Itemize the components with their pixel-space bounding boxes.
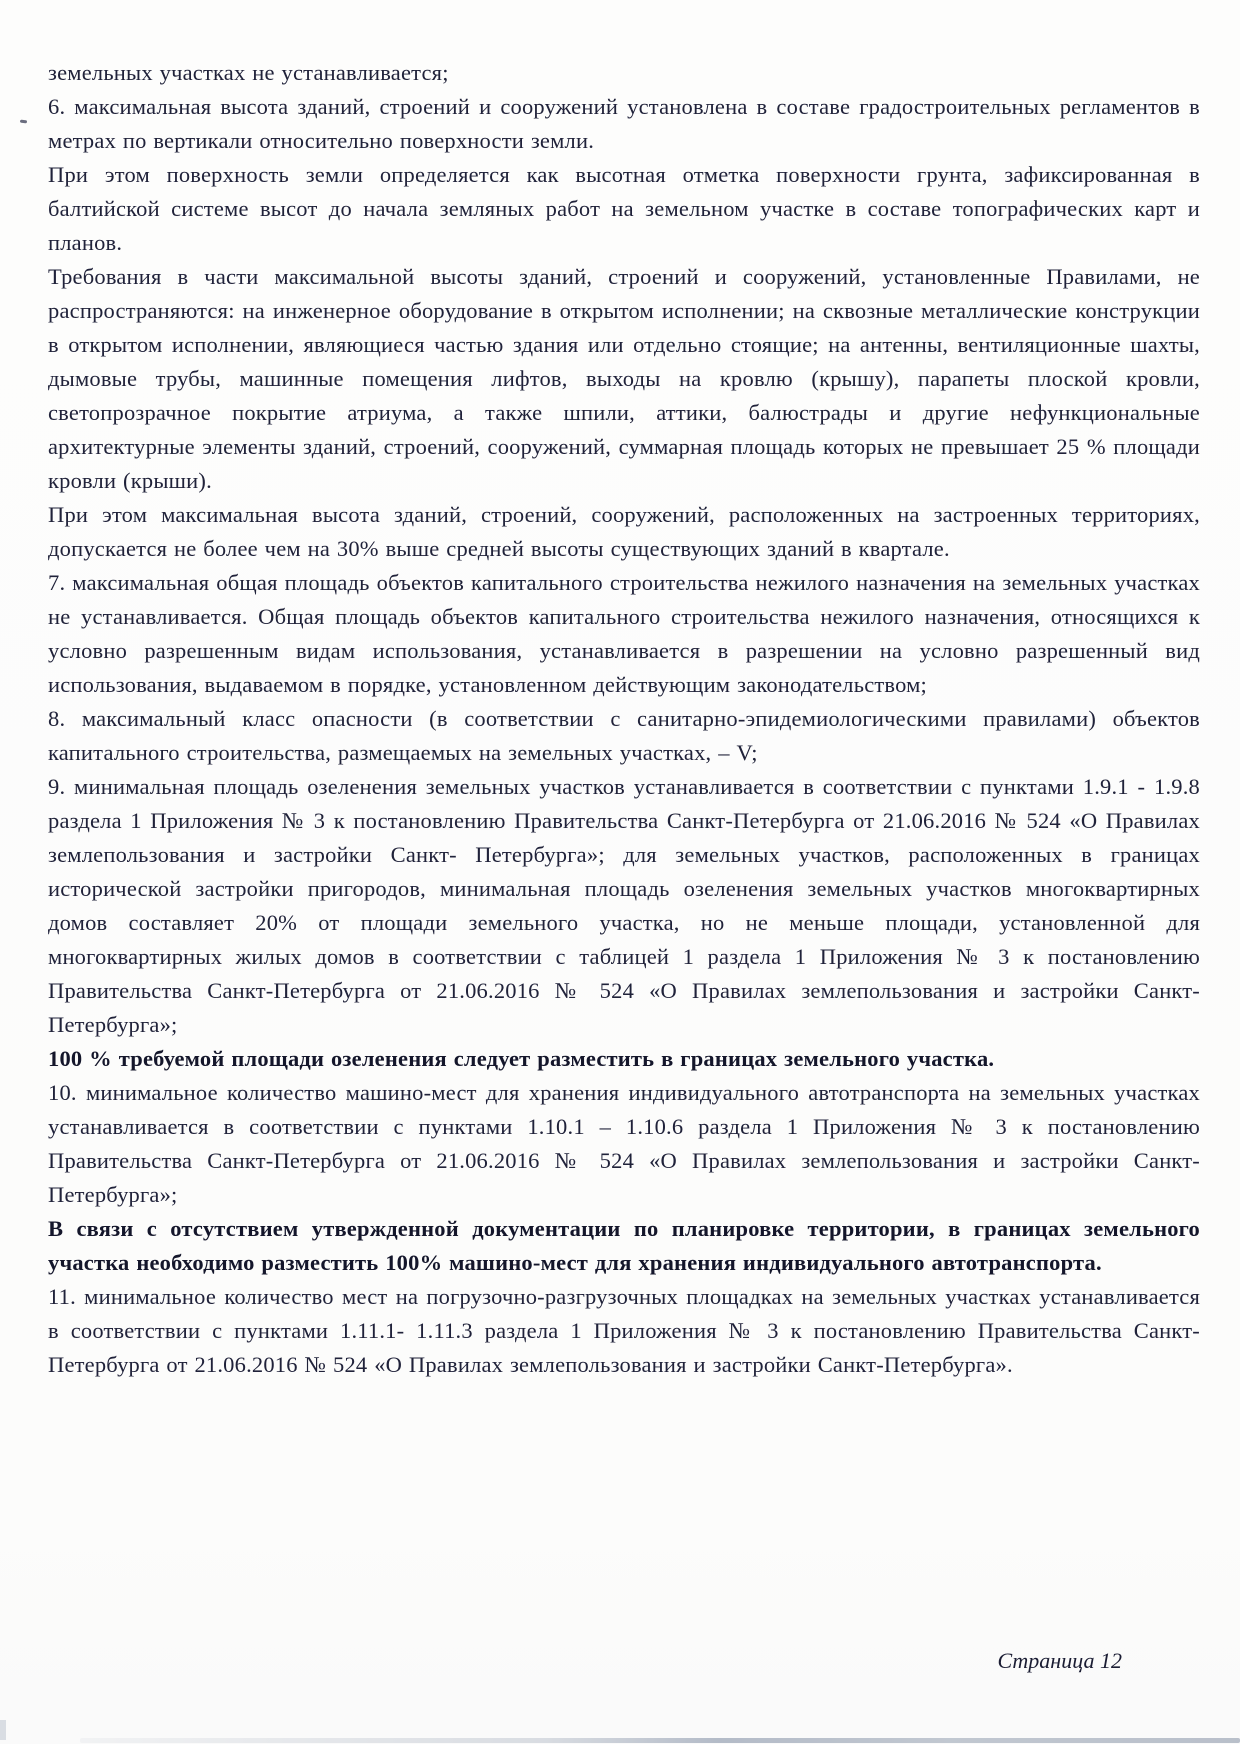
paragraph-greening-requirement-bold: 100 % требуемой площади озеленения следует разместить в границах земельного участка.	[48, 1046, 995, 1071]
paragraph-clause-10: 10. минимальное количество машино-мест для хранения индивидуального автотранспорта на земельных участках устанавливается в соответствии с пунктами 1.10.1 – 1.10.6 раздела 1 Приложения № 3 к постановлению Правительства Санкт-Петербурга от 21.06.2016 № 524 «О Правилах землепользования и застройки Санкт-Петербурга»;	[48, 1080, 1200, 1207]
scan-artifact-edge	[0, 1720, 6, 1740]
scan-artifact-strip	[80, 1738, 1240, 1743]
paragraph-parking-requirement-bold: В связи с отсутствием утвержденной документации по планировке территории, в границах земельного участка необходимо разместить 100% машино-мест для хранения индивидуального автотранспорта.	[48, 1216, 1200, 1275]
paragraph-continuation: земельных участках не устанавливается;	[48, 60, 449, 85]
page-footer	[997, 1648, 1122, 1674]
paragraph-height-exemptions: Требования в части максимальной высоты зданий, строений и сооружений, установленные Правилами, не распространяются: на инженерное оборудование в открытом исполнении; на сквозные металлические конструкции в открытом исполнении, являющиеся частью здания или отдельно стоящие; на антенны, вентиляционные шахты, дымовые трубы, машинные помещения лифтов, выходы на кровлю (крышу), парапеты плоской кровли, светопрозрачное покрытие атриума, а также шпили, аттики, балюстрады и другие нефункциональные архитектурные элементы зданий, строений, сооружений, суммарная площадь которых не превышает 25 % площади кровли (крыши).	[48, 264, 1200, 493]
paragraph-clause-9: 9. минимальная площадь озеленения земельных участков устанавливается в соответствии с пунктами 1.9.1 - 1.9.8 раздела 1 Приложения № 3 к постановлению Правительства Санкт-Петербурга от 21.06.2016 № 524 «О Правилах землепользования и застройки Санкт- Петербурга»; для земельных участков, расположенных в границах исторической застройки пригородов, минимальная площадь озеленения земельных участков многоквартирных домов составляет 20% от площади земельного участка, но не меньше площади, установленной для многоквартирных жилых домов в соответствии с таблицей 1 раздела 1 Приложения № 3 к постановлению Правительства Санкт-Петербурга от 21.06.2016 № 524 «О Правилах землепользования и застройки Санкт-Петербурга»;	[48, 774, 1200, 1037]
document-body	[48, 56, 1200, 1382]
margin-artifact-mark	[20, 120, 27, 124]
paragraph-clause-8: 8. максимальный класс опасности (в соответствии с санитарно-эпидемиологическими правилами) объектов капитального строительства, размещаемых на земельных участках, – V;	[48, 706, 1200, 765]
paragraph-clause-6: 6. максимальная высота зданий, строений и сооружений установлена в составе градостроительных регламентов в метрах по вертикали относительно поверхности земли.	[48, 94, 1200, 153]
paragraph-built-up-height-note: При этом максимальная высота зданий, строений, сооружений, расположенных на застроенных территориях, допускается не более чем на 30% выше средней высоты существующих зданий в квартале.	[48, 502, 1200, 561]
page-number-label: Страница 12	[997, 1648, 1122, 1673]
paragraph-ground-surface-note: При этом поверхность земли определяется как высотная отметка поверхности грунта, зафиксированная в балтийской системе высот до начала земляных работ на земельном участке в составе топографических карт и планов.	[48, 162, 1200, 255]
paragraph-clause-11: 11. минимальное количество мест на погрузочно-разгрузочных площадках на земельных участках устанавливается в соответствии с пунктами 1.11.1- 1.11.3 раздела 1 Приложения № 3 к постановлению Правительства Санкт-Петербурга от 21.06.2016 № 524 «О Правилах землепользования и застройки Санкт-Петербурга».	[48, 1284, 1200, 1377]
paragraph-clause-7: 7. максимальная общая площадь объектов капитального строительства нежилого назначения на земельных участках не устанавливается. Общая площадь объектов капитального строительства нежилого назначения, относящихся к условно разрешенным видам использования, устанавливается в разрешении на условно разрешенный вид использования, выдаваемом в порядке, установленном действующим законодательством;	[48, 570, 1200, 697]
